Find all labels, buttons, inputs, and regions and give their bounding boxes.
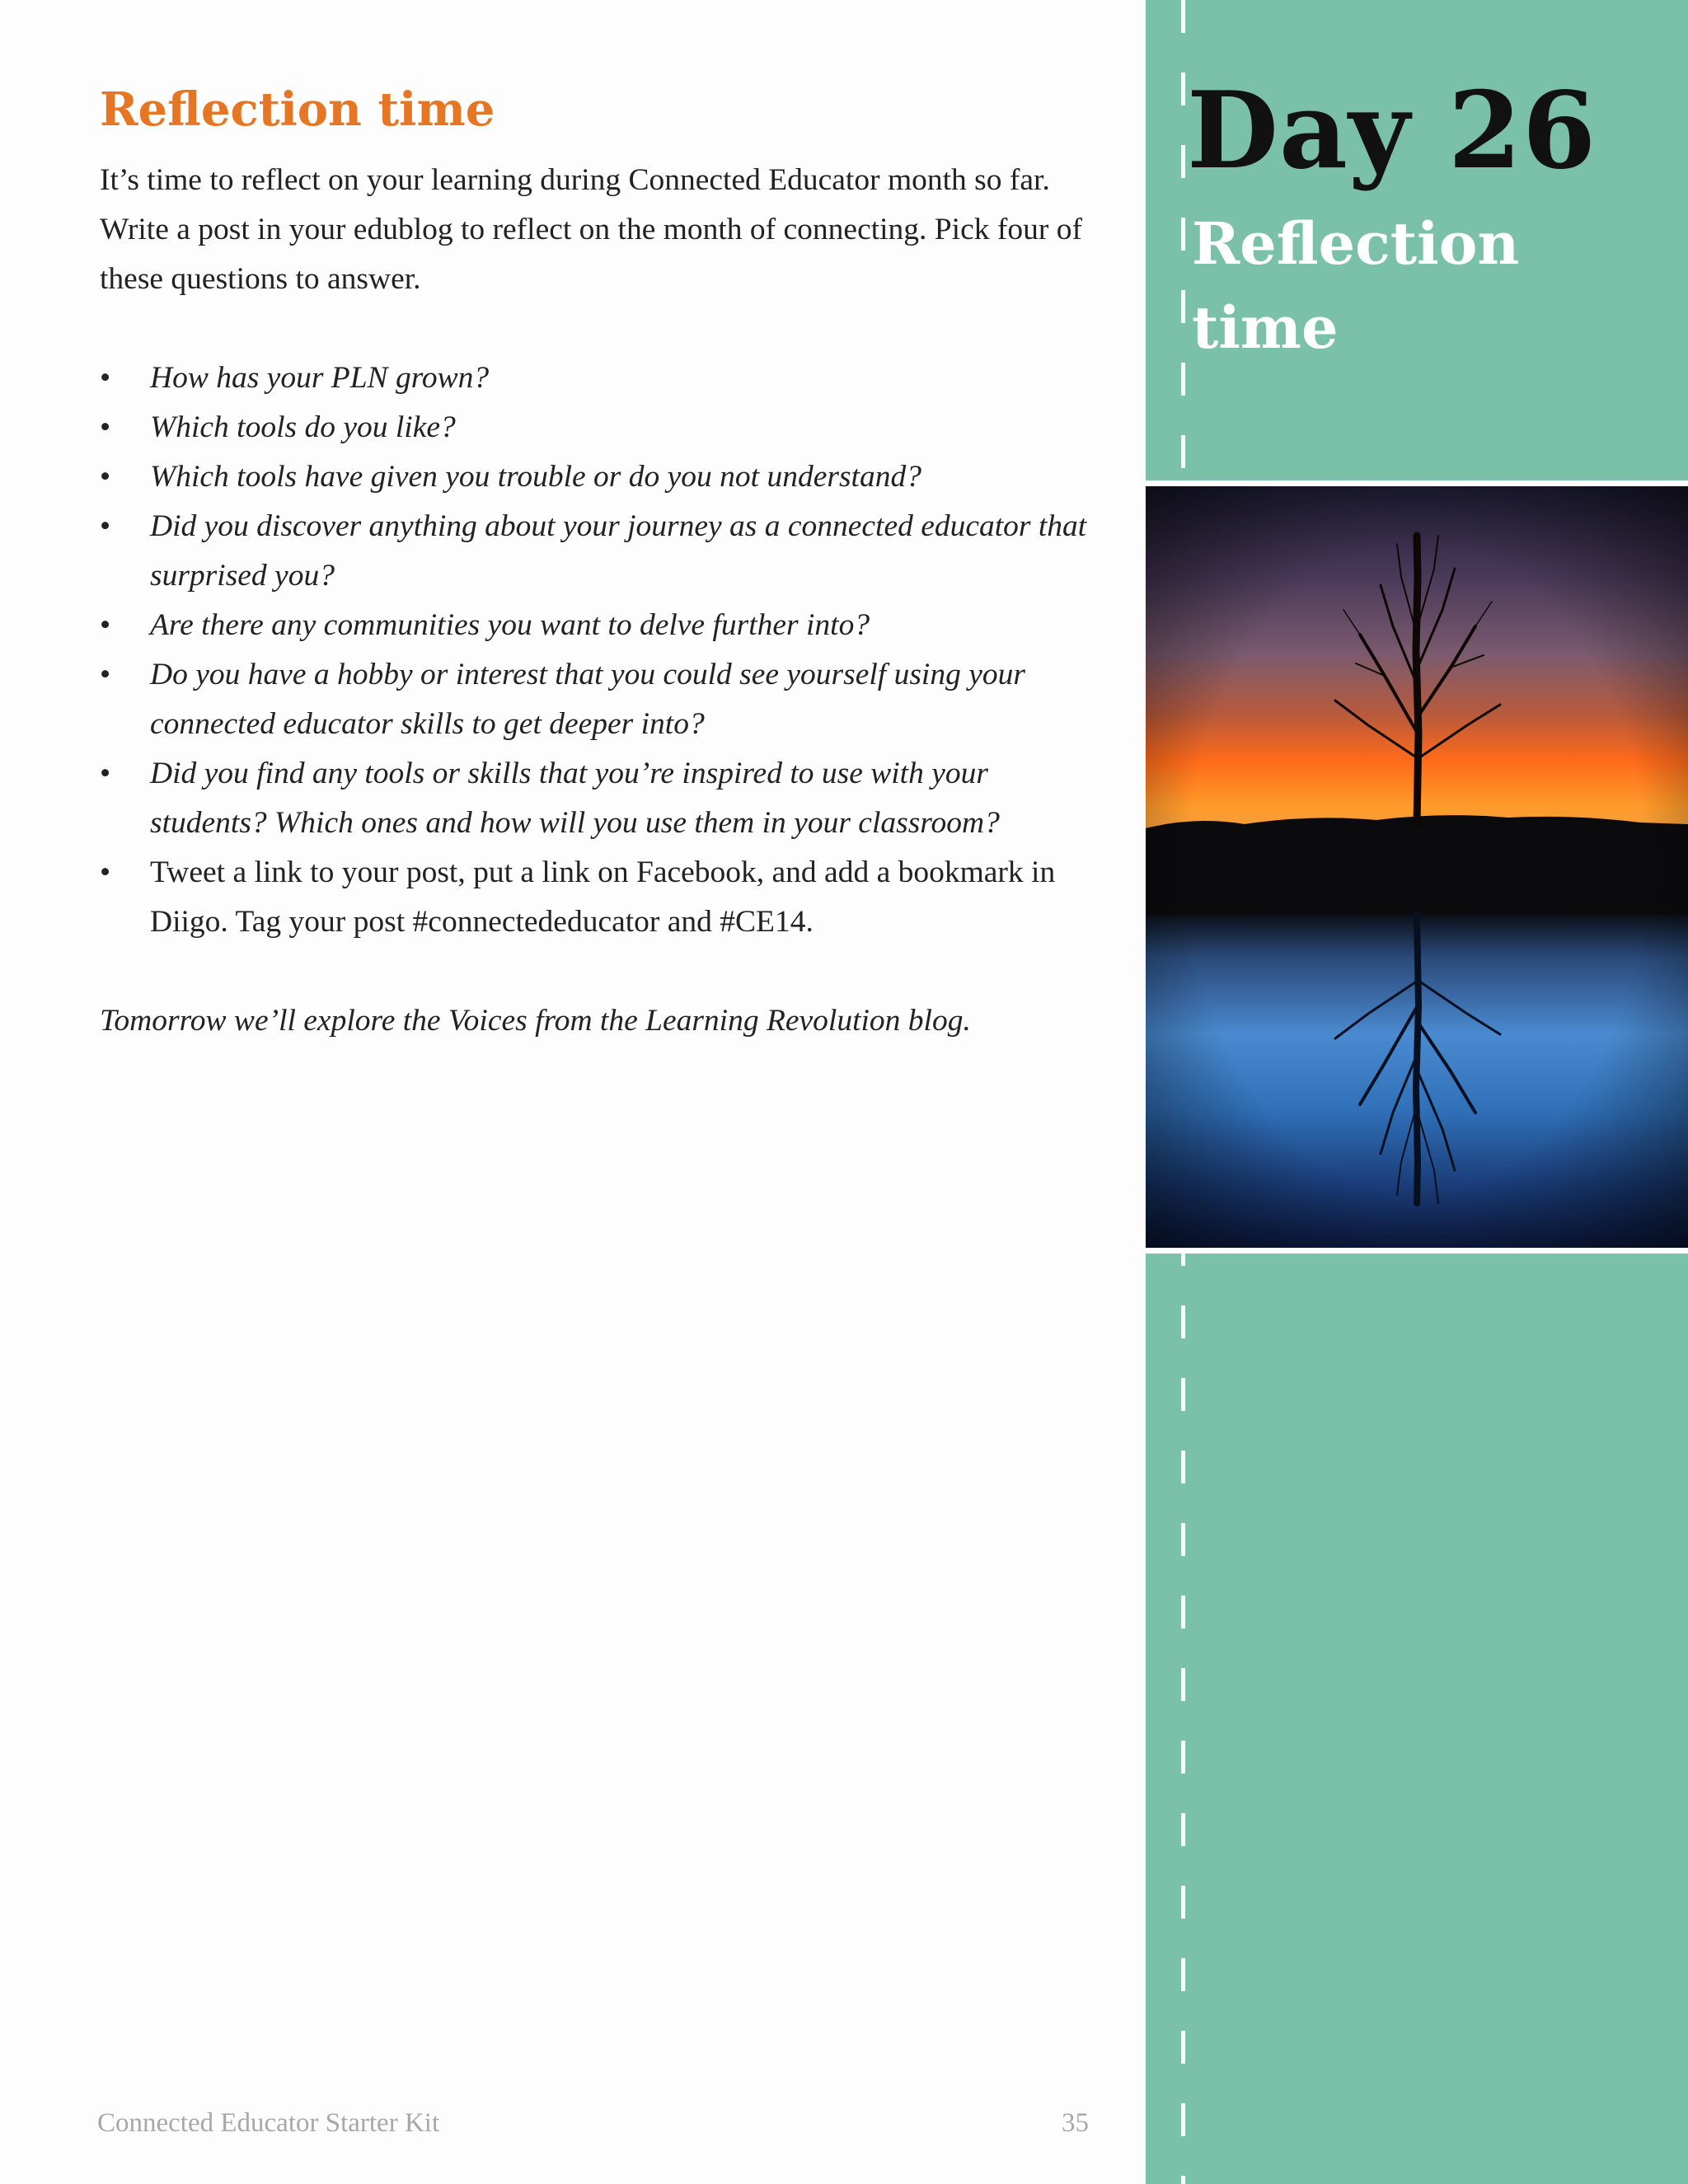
footer-title: Connected Educator Starter Kit xyxy=(97,2108,440,2138)
question-text: Which tools do you like? xyxy=(150,410,456,445)
list-item xyxy=(100,848,1089,947)
intro-paragraph: It’s time to reflect on your learning during Connected Educator month so far. Write a post in your edublog to reflect on the month of connecting. Pick four of these questions to answer. xyxy=(100,163,1082,297)
bullet-icon: • xyxy=(100,757,111,791)
final-instruction-text: Tweet a link to your post, put a link on Facebook, and add a bookmark in Diigo. Tag your post #connectededucator and #CE14. xyxy=(150,855,1056,940)
bullet-icon: • xyxy=(100,460,111,494)
day-title: Day 26 xyxy=(1187,69,1597,193)
bullet-icon: • xyxy=(100,608,111,643)
question-list xyxy=(100,354,1089,947)
bullet-icon: • xyxy=(100,855,111,890)
page-heading: Reflection time xyxy=(100,82,495,137)
main-content xyxy=(100,82,1089,1046)
question-text: Which tools have given you trouble or do you not understand? xyxy=(150,460,921,494)
tree-reflection-photo xyxy=(1146,480,1688,1254)
question-text: Did you find any tools or skills that you’re inspired to use with your students? Which ones and how will you use them in your classroom? xyxy=(150,757,1000,841)
list-item xyxy=(100,650,1089,749)
closing-note: Tomorrow we’ll explore the Voices from the Learning Revolution blog. xyxy=(100,1004,971,1038)
list-item xyxy=(100,601,1089,650)
list-item xyxy=(100,403,1089,452)
page-number: 35 xyxy=(1062,2108,1089,2138)
question-text: Are there any communities you want to delve further into? xyxy=(150,608,870,643)
list-item xyxy=(100,354,1089,403)
list-item xyxy=(100,502,1089,601)
question-text: How has your PLN grown? xyxy=(150,361,490,396)
bullet-icon: • xyxy=(100,410,111,445)
sunset-tree-image xyxy=(1146,486,1688,1248)
question-text: Did you discover anything about your journey as a connected educator that surprised you? xyxy=(150,509,1087,593)
question-text: Do you have a hobby or interest that you could see yourself using your connected educator skills to get deeper into? xyxy=(150,658,1025,742)
bullet-icon: • xyxy=(100,658,111,692)
sidebar-subtitle: Reflection time xyxy=(1192,209,1520,362)
bullet-icon: • xyxy=(100,361,111,396)
list-item xyxy=(100,452,1089,502)
bullet-icon: • xyxy=(100,509,111,544)
list-item xyxy=(100,749,1089,848)
